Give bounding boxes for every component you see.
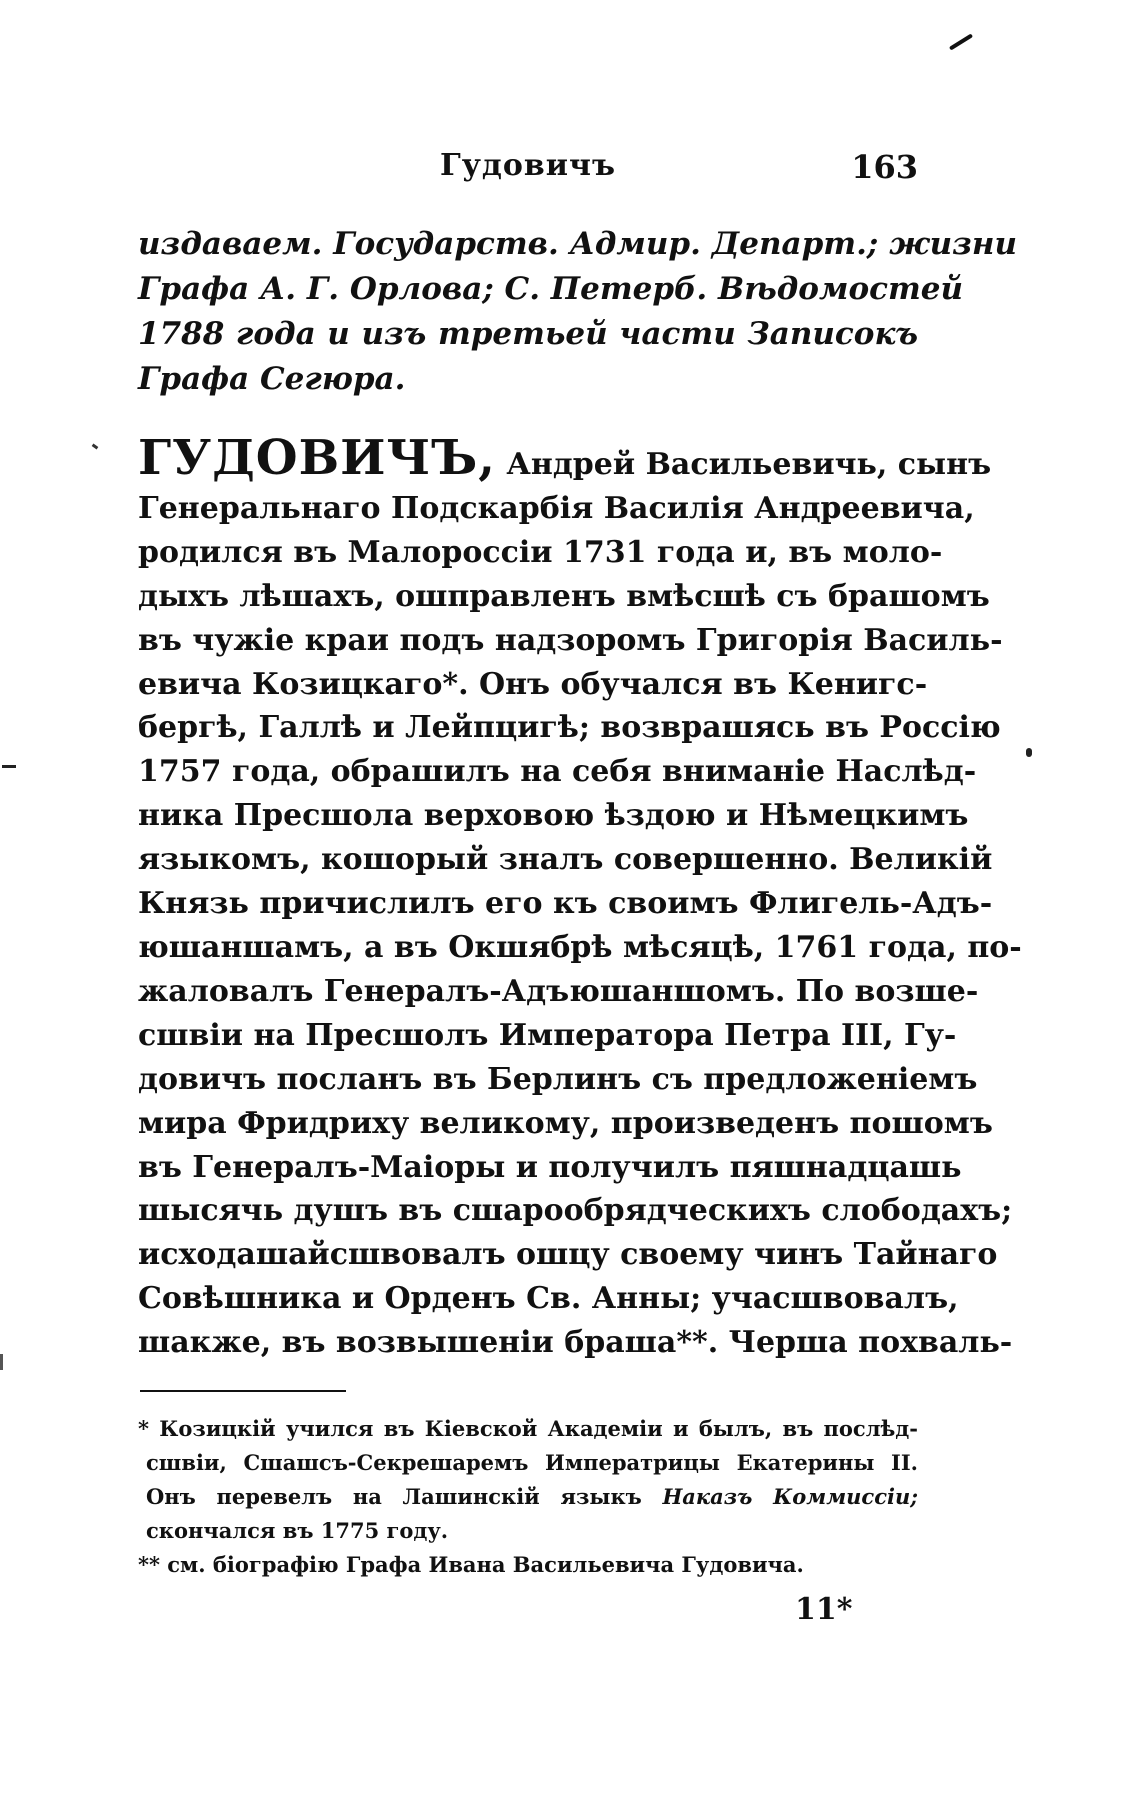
text-line: дыхъ лѣшахъ, ошправленъ вмѣсшѣ съ брашомъ <box>138 578 990 614</box>
footnote-line: * Козицкій учился въ Кіевской Академіи и былъ, въ послѣд- <box>138 1416 918 1441</box>
text-line: 1757 года, обрашилъ на себя вниманіе Наслѣд- <box>138 754 977 790</box>
footnote-rule <box>140 1390 346 1392</box>
page-header <box>138 148 918 192</box>
text-line: издаваем. Государств. Адмир. Департ.; жизни <box>138 226 1018 262</box>
text-line: родился въ Малороссіи 1731 года и, въ моло- <box>138 534 943 570</box>
text-line: юшаншамъ, а въ Окшябрѣ мѣсяцѣ, 1761 года, по- <box>138 929 1022 965</box>
text-line: ника Пресшола верховою ѣздою и Нѣмецкимъ <box>138 798 969 834</box>
text-line: евича Козицкаго*. Онъ обучался въ Кенигс- <box>138 666 928 702</box>
text-line: Графа А. Г. Орлова; С. Петерб. Вѣдомостей <box>138 271 964 307</box>
footnote-italic-title: Наказъ Коммиссіи; <box>662 1484 919 1509</box>
footnote-line: скончался въ 1775 году. <box>146 1518 449 1543</box>
pencil-mark <box>949 33 973 50</box>
text-line: Генеральнаго Подскарбія Василія Андреевича, <box>138 490 975 526</box>
entry-first-line <box>138 430 992 487</box>
text-line: 1788 года и изъ третьей части Записокъ <box>138 316 918 352</box>
text-line: въ чужіе краи подъ надзоромъ Григорія Василь- <box>138 622 1003 658</box>
text-line: жаловалъ Генералъ-Адъюшаншомъ. По возше- <box>138 973 979 1009</box>
text-line: мира Фридриху великому, произведенъ пошомъ <box>138 1105 993 1141</box>
margin-mark <box>0 1354 3 1370</box>
footnote-line <box>138 1480 918 1514</box>
footnotes <box>138 1412 918 1582</box>
signature-mark: 11* <box>795 1592 853 1627</box>
entry-headword: ГУДОВИЧЪ, <box>138 430 496 486</box>
footnote-line: ** см. біографію Графа Ивана Васильевича Гудовича. <box>138 1552 804 1577</box>
text-line: Андрей Васильевичь, сынъ <box>506 447 992 482</box>
margin-dash <box>2 765 16 768</box>
text-line: Графа Сегюра. <box>138 361 406 397</box>
previous-entry-continuation <box>138 222 1018 402</box>
margin-speck <box>92 444 99 450</box>
footnote-line: сшвіи, Сшашсъ-Секрешаремъ Императрицы Екатерины II. <box>146 1450 918 1475</box>
page-number: 163 <box>851 148 918 186</box>
entry-body <box>138 430 1022 1365</box>
text-line: довичъ посланъ въ Берлинъ съ предложеніемъ <box>138 1061 978 1097</box>
text-line: шакже, въ возвышеніи браша**. Черша похваль- <box>138 1325 1013 1361</box>
text-line: Совѣшника и Орденъ Св. Анны; учасшвовалъ, <box>138 1281 959 1317</box>
text-line: языкомъ, кошорый зналъ совершенно. Великій <box>138 842 993 878</box>
text-line: бергѣ, Галлѣ и Лейпцигѣ; возврашясь въ Россію <box>138 710 1001 746</box>
margin-dot <box>1026 748 1032 757</box>
text-line: сшвіи на Пресшолъ Императора Петра III, Гу- <box>138 1017 957 1053</box>
running-head: Гудовичъ <box>440 148 616 183</box>
text-line: Князь причислилъ его къ своимъ Флигель-Адъ- <box>138 886 993 922</box>
text-line: шысячь душъ въ сшарообрядческихъ слободахъ; <box>138 1193 1013 1229</box>
text-line: въ Генералъ-Маіоры и получилъ пяшнадцашь <box>138 1149 962 1185</box>
footnote-text: Онъ перевелъ на Лашинскій языкъ <box>146 1484 642 1509</box>
text-line: исходашайсшвовалъ ошцу своему чинъ Тайнаго <box>138 1237 998 1273</box>
